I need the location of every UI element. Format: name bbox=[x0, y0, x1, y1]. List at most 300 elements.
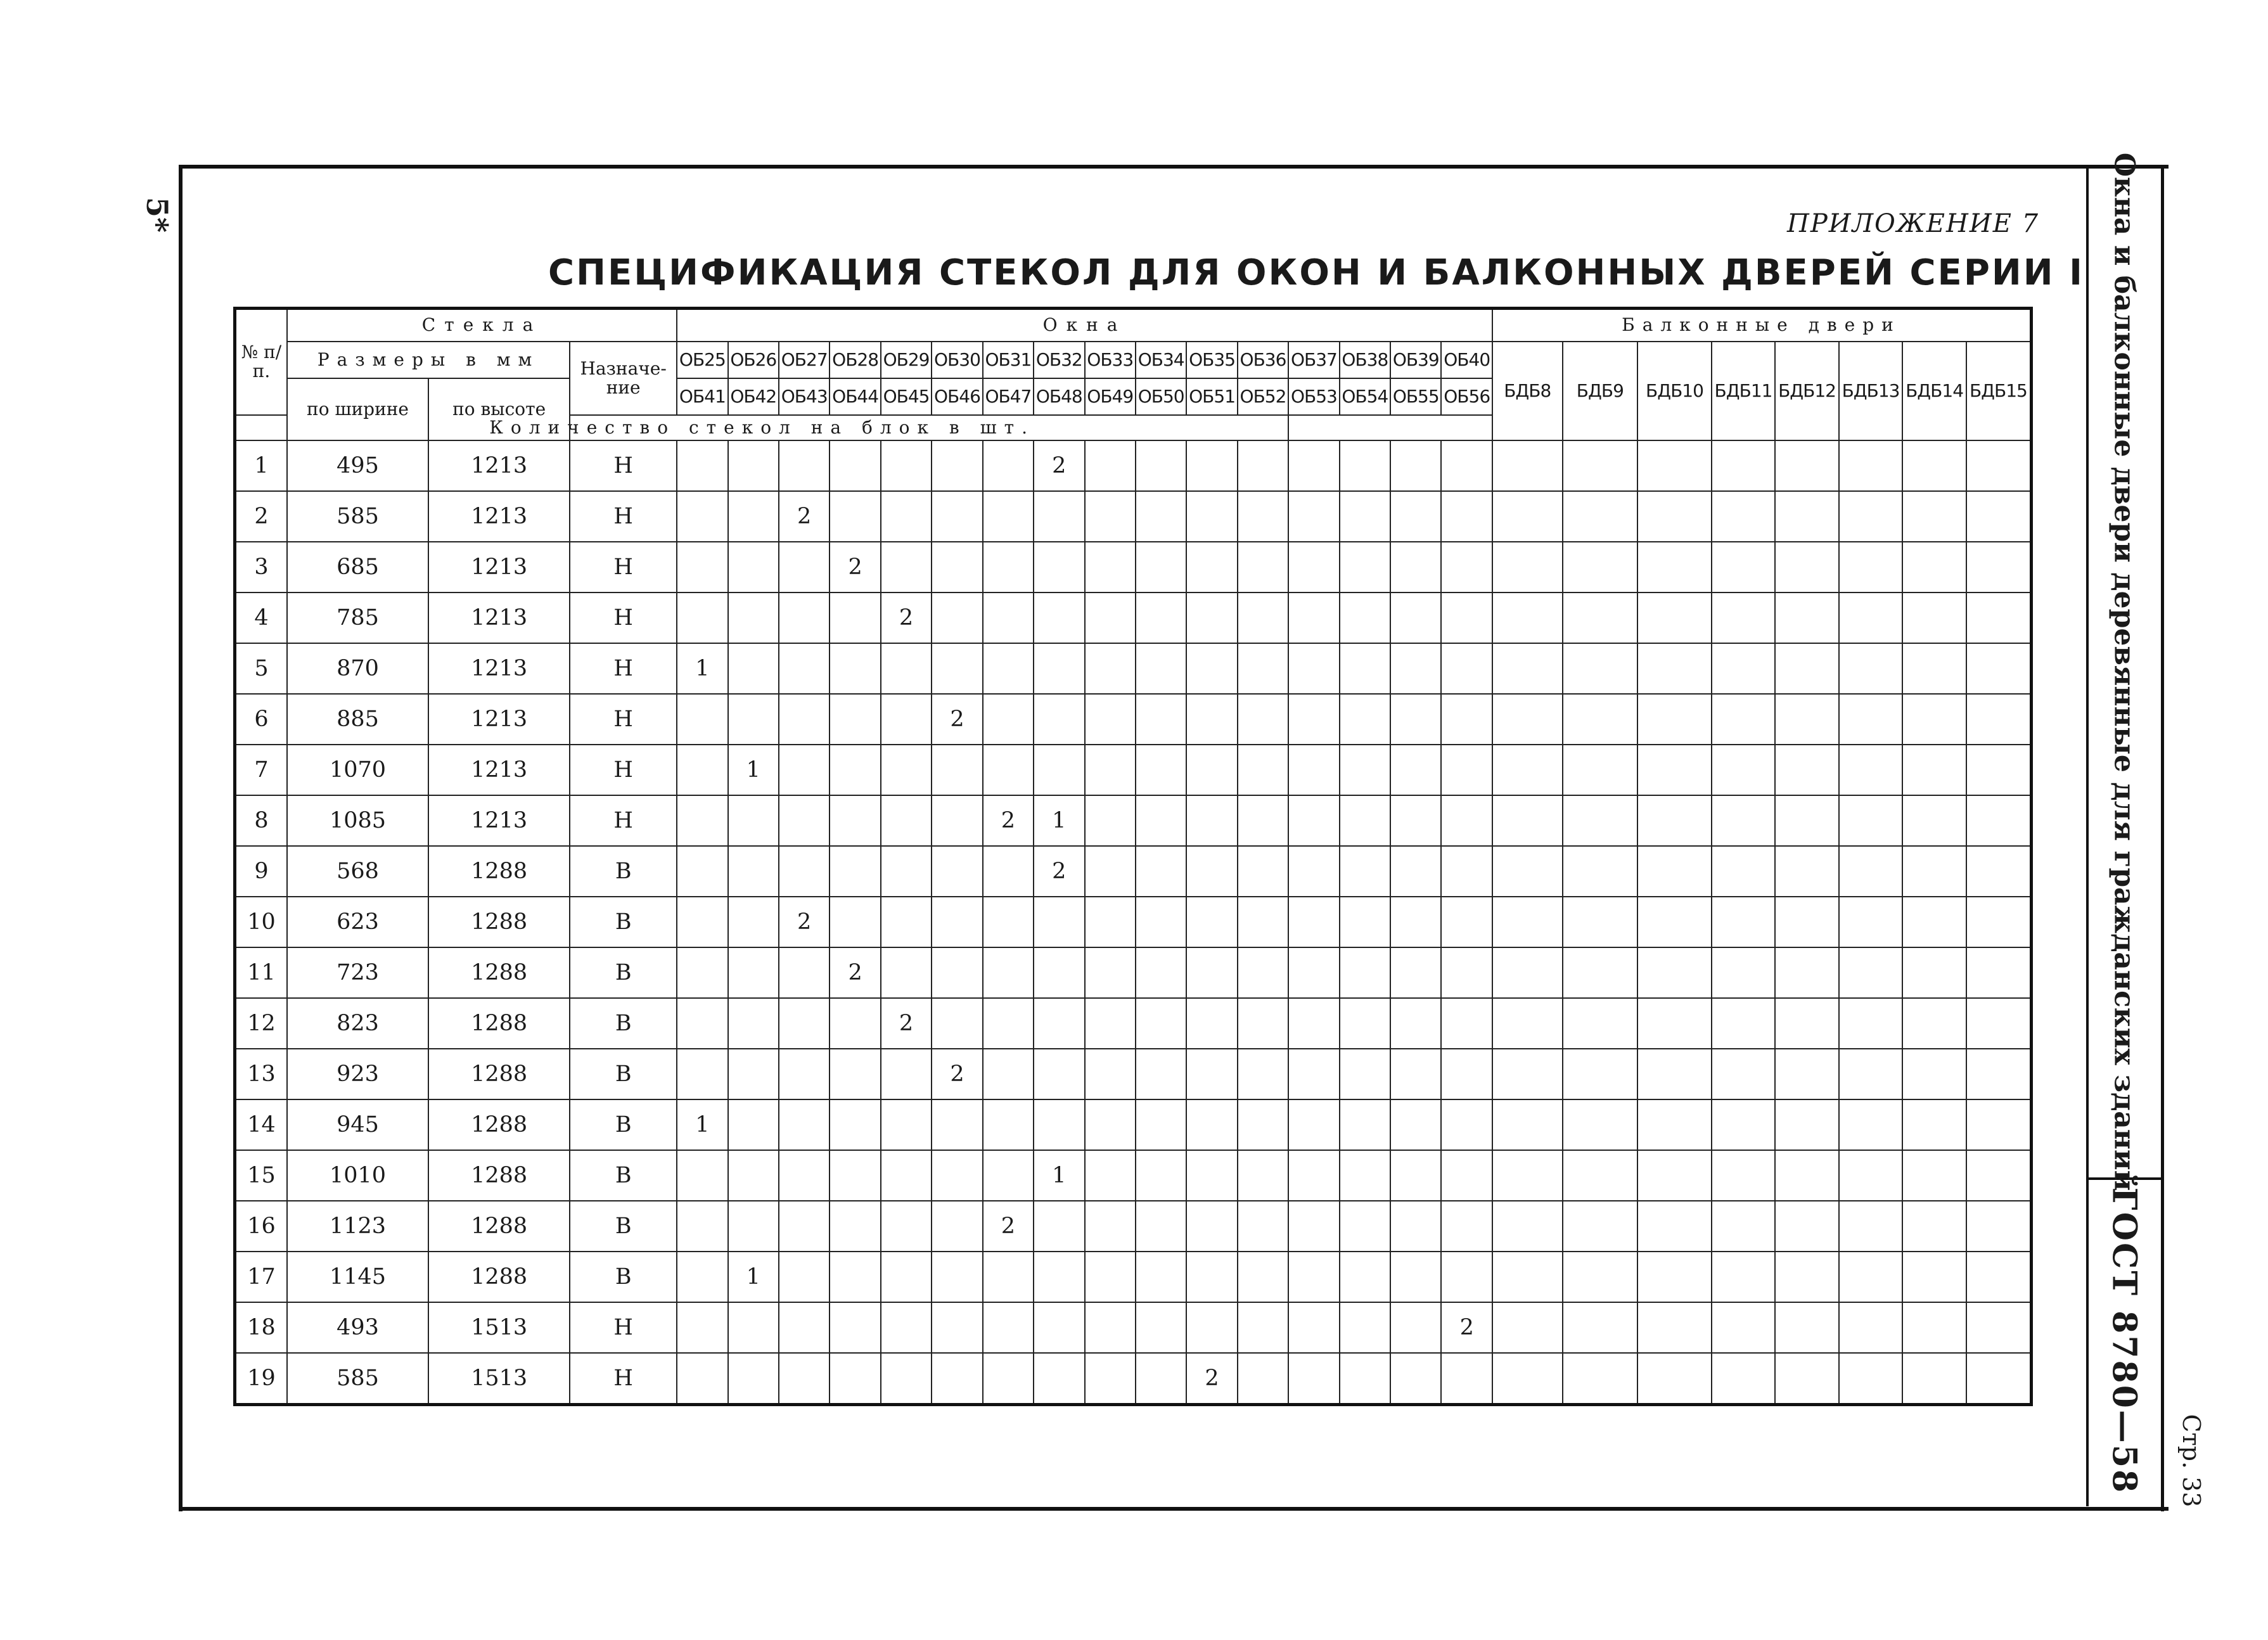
quantity-cell bbox=[830, 897, 880, 947]
quantity-cell bbox=[983, 491, 1034, 542]
quantity-cell bbox=[932, 998, 982, 1049]
quantity-cell bbox=[677, 542, 727, 593]
header-ob-top: ОБ38 bbox=[1340, 342, 1390, 378]
quantity-cell bbox=[1238, 491, 1288, 542]
balcony-door-cell bbox=[1839, 1099, 1903, 1150]
quantity-cell: 2 bbox=[881, 998, 932, 1049]
quantity-cell bbox=[932, 795, 982, 846]
balcony-door-cell bbox=[1492, 1099, 1563, 1150]
quantity-cell bbox=[728, 947, 779, 998]
balcony-door-cell bbox=[1902, 643, 1966, 694]
quantity-cell bbox=[779, 1099, 830, 1150]
balcony-door-cell bbox=[1966, 593, 2032, 643]
quantity-cell bbox=[1136, 1201, 1186, 1252]
glass-width: 495 bbox=[287, 440, 428, 491]
quantity-cell bbox=[932, 593, 982, 643]
quantity-cell bbox=[1034, 947, 1084, 998]
quantity-cell bbox=[1288, 694, 1339, 745]
quantity-cell bbox=[1238, 542, 1288, 593]
header-bdb: БДБ13 bbox=[1839, 342, 1903, 440]
balcony-door-cell bbox=[1712, 745, 1776, 795]
balcony-door-cell bbox=[1902, 1353, 1966, 1405]
balcony-door-cell bbox=[1775, 947, 1839, 998]
quantity-cell bbox=[830, 998, 880, 1049]
glass-width: 1123 bbox=[287, 1201, 428, 1252]
glass-height: 1288 bbox=[428, 947, 570, 998]
balcony-door-cell bbox=[1637, 1252, 1712, 1302]
quantity-cell: 2 bbox=[1034, 846, 1084, 897]
balcony-door-cell bbox=[1712, 1252, 1776, 1302]
header-num: № п/п. bbox=[235, 309, 287, 415]
balcony-door-cell bbox=[1712, 1302, 1776, 1353]
header-ob-bottom: ОБ46 bbox=[932, 378, 982, 415]
balcony-door-cell bbox=[1966, 897, 2032, 947]
header-bdb: БДБ11 bbox=[1712, 342, 1776, 440]
balcony-door-cell bbox=[1712, 542, 1776, 593]
header-ob-bottom: ОБ56 bbox=[1441, 378, 1492, 415]
table-row bbox=[235, 542, 2032, 593]
balcony-door-cell bbox=[1637, 846, 1712, 897]
quantity-cell bbox=[1288, 542, 1339, 593]
quantity-cell bbox=[1186, 745, 1237, 795]
balcony-door-cell bbox=[1966, 1302, 2032, 1353]
quantity-cell bbox=[728, 1201, 779, 1252]
header-ob-bottom: ОБ47 bbox=[983, 378, 1034, 415]
quantity-cell bbox=[830, 1353, 880, 1405]
row-number: 11 bbox=[235, 947, 287, 998]
quantity-cell bbox=[1441, 542, 1492, 593]
balcony-door-cell bbox=[1563, 491, 1638, 542]
balcony-door-cell bbox=[1492, 1353, 1563, 1405]
quantity-cell bbox=[983, 1150, 1034, 1201]
row-number: 17 bbox=[235, 1252, 287, 1302]
glass-height: 1288 bbox=[428, 1252, 570, 1302]
quantity-cell bbox=[881, 440, 932, 491]
quantity-cell bbox=[983, 1099, 1034, 1150]
balcony-door-cell bbox=[1563, 846, 1638, 897]
balcony-door-cell bbox=[1492, 440, 1563, 491]
quantity-cell: 2 bbox=[932, 694, 982, 745]
quantity-cell bbox=[1238, 593, 1288, 643]
quantity-cell bbox=[1034, 1252, 1084, 1302]
balcony-door-cell bbox=[1563, 643, 1638, 694]
glass-width: 585 bbox=[287, 1353, 428, 1405]
quantity-cell bbox=[881, 694, 932, 745]
quantity-cell bbox=[983, 440, 1034, 491]
glass-height: 1288 bbox=[428, 846, 570, 897]
quantity-cell: 1 bbox=[677, 643, 727, 694]
balcony-door-cell bbox=[1902, 694, 1966, 745]
quantity-cell: 2 bbox=[983, 795, 1034, 846]
quantity-cell bbox=[728, 440, 779, 491]
glass-purpose: В bbox=[570, 897, 677, 947]
balcony-door-cell bbox=[1637, 1201, 1712, 1252]
header-ob-bottom: ОБ42 bbox=[728, 378, 779, 415]
header-sizes: Размеры в мм bbox=[287, 342, 570, 378]
quantity-cell bbox=[779, 795, 830, 846]
balcony-door-cell bbox=[1637, 1099, 1712, 1150]
glass-purpose: В bbox=[570, 846, 677, 897]
quantity-cell bbox=[1390, 694, 1441, 745]
glass-purpose: В bbox=[570, 1150, 677, 1201]
balcony-door-cell bbox=[1563, 440, 1638, 491]
quantity-cell bbox=[728, 593, 779, 643]
balcony-door-cell bbox=[1492, 643, 1563, 694]
quantity-cell bbox=[1441, 440, 1492, 491]
quantity-cell bbox=[728, 1049, 779, 1099]
table-body bbox=[235, 440, 2032, 1405]
quantity-cell bbox=[1340, 897, 1390, 947]
glass-height: 1213 bbox=[428, 440, 570, 491]
balcony-door-cell bbox=[1966, 745, 2032, 795]
quantity-cell bbox=[1390, 1302, 1441, 1353]
quantity-cell bbox=[1085, 1150, 1136, 1201]
quantity-cell bbox=[779, 593, 830, 643]
quantity-cell bbox=[983, 1302, 1034, 1353]
balcony-door-cell bbox=[1839, 998, 1903, 1049]
glass-purpose: Н bbox=[570, 745, 677, 795]
quantity-cell bbox=[1186, 440, 1237, 491]
balcony-door-cell bbox=[1902, 795, 1966, 846]
quantity-cell bbox=[1034, 542, 1084, 593]
quantity-cell bbox=[1238, 1201, 1288, 1252]
balcony-door-cell bbox=[1966, 1252, 2032, 1302]
header-ob-top: ОБ37 bbox=[1288, 342, 1339, 378]
row-number: 3 bbox=[235, 542, 287, 593]
quantity-cell bbox=[1288, 643, 1339, 694]
header-ob-top: ОБ29 bbox=[881, 342, 932, 378]
balcony-door-cell bbox=[1492, 947, 1563, 998]
quantity-cell bbox=[1136, 1049, 1186, 1099]
frame-right-border bbox=[2161, 165, 2164, 1511]
quantity-cell bbox=[728, 846, 779, 897]
glass-height: 1513 bbox=[428, 1302, 570, 1353]
table-row bbox=[235, 1049, 2032, 1099]
quantity-cell bbox=[728, 1099, 779, 1150]
quantity-cell bbox=[728, 491, 779, 542]
quantity-cell bbox=[779, 745, 830, 795]
quantity-cell bbox=[1340, 643, 1390, 694]
glass-purpose: В bbox=[570, 998, 677, 1049]
quantity-cell bbox=[983, 643, 1034, 694]
quantity-cell bbox=[1390, 542, 1441, 593]
balcony-door-cell bbox=[1966, 1099, 2032, 1150]
quantity-cell bbox=[677, 491, 727, 542]
quantity-cell bbox=[983, 745, 1034, 795]
balcony-door-cell bbox=[1775, 1201, 1839, 1252]
table-row bbox=[235, 1353, 2032, 1405]
balcony-door-cell bbox=[1966, 998, 2032, 1049]
quantity-cell bbox=[1288, 1099, 1339, 1150]
balcony-door-cell bbox=[1902, 998, 1966, 1049]
quantity-cell: 2 bbox=[1186, 1353, 1237, 1405]
quantity-cell bbox=[1034, 1302, 1084, 1353]
quantity-cell bbox=[1288, 1252, 1339, 1302]
balcony-door-cell bbox=[1637, 998, 1712, 1049]
quantity-cell bbox=[1441, 947, 1492, 998]
quantity-cell bbox=[1085, 1353, 1136, 1405]
quantity-cell bbox=[1085, 1099, 1136, 1150]
row-number: 15 bbox=[235, 1150, 287, 1201]
balcony-door-cell bbox=[1775, 1049, 1839, 1099]
glass-purpose: Н bbox=[570, 1353, 677, 1405]
quantity-cell bbox=[932, 1302, 982, 1353]
quantity-cell bbox=[1186, 795, 1237, 846]
balcony-door-cell bbox=[1775, 998, 1839, 1049]
quantity-cell bbox=[728, 542, 779, 593]
quantity-cell bbox=[983, 1353, 1034, 1405]
header-bdb: БДБ9 bbox=[1563, 342, 1638, 440]
glass-height: 1288 bbox=[428, 1150, 570, 1201]
quantity-cell bbox=[881, 643, 932, 694]
quantity-cell bbox=[1136, 1353, 1186, 1405]
row-number: 19 bbox=[235, 1353, 287, 1405]
quantity-cell bbox=[779, 643, 830, 694]
quantity-cell bbox=[1186, 643, 1237, 694]
quantity-cell bbox=[1441, 846, 1492, 897]
balcony-door-cell bbox=[1966, 1353, 2032, 1405]
quantity-cell bbox=[1238, 440, 1288, 491]
glass-width: 493 bbox=[287, 1302, 428, 1353]
balcony-door-cell bbox=[1712, 643, 1776, 694]
quantity-cell bbox=[1288, 1302, 1339, 1353]
balcony-door-cell bbox=[1712, 846, 1776, 897]
quantity-cell bbox=[1441, 1049, 1492, 1099]
quantity-cell bbox=[1238, 998, 1288, 1049]
glass-purpose: Н bbox=[570, 593, 677, 643]
glass-height: 1288 bbox=[428, 897, 570, 947]
balcony-door-cell bbox=[1775, 1353, 1839, 1405]
quantity-cell bbox=[779, 542, 830, 593]
quantity-cell bbox=[1390, 1353, 1441, 1405]
quantity-cell bbox=[830, 1150, 880, 1201]
glass-purpose: Н bbox=[570, 694, 677, 745]
quantity-cell bbox=[932, 491, 982, 542]
quantity-cell bbox=[881, 947, 932, 998]
balcony-door-cell bbox=[1775, 1252, 1839, 1302]
quantity-cell bbox=[983, 1049, 1034, 1099]
balcony-door-cell bbox=[1637, 643, 1712, 694]
glass-height: 1288 bbox=[428, 1049, 570, 1099]
quantity-cell bbox=[932, 440, 982, 491]
balcony-door-cell bbox=[1839, 491, 1903, 542]
quantity-cell bbox=[1288, 897, 1339, 947]
header-glass: Стекла bbox=[287, 309, 677, 342]
quantity-cell bbox=[983, 542, 1034, 593]
quantity-cell bbox=[1085, 1302, 1136, 1353]
quantity-cell bbox=[1085, 897, 1136, 947]
glass-width: 1010 bbox=[287, 1150, 428, 1201]
balcony-door-cell bbox=[1902, 1252, 1966, 1302]
table-row bbox=[235, 846, 2032, 897]
quantity-cell bbox=[881, 846, 932, 897]
balcony-door-cell bbox=[1839, 440, 1903, 491]
header-ob-bottom: ОБ53 bbox=[1288, 378, 1339, 415]
glass-purpose: В bbox=[570, 947, 677, 998]
quantity-cell bbox=[1288, 440, 1339, 491]
header-ob-bottom: ОБ41 bbox=[677, 378, 727, 415]
quantity-cell bbox=[677, 1150, 727, 1201]
quantity-cell bbox=[1288, 1150, 1339, 1201]
quantity-cell bbox=[1085, 440, 1136, 491]
quantity-cell bbox=[1441, 745, 1492, 795]
header-ob-bottom: ОБ51 bbox=[1186, 378, 1237, 415]
row-number: 6 bbox=[235, 694, 287, 745]
balcony-door-cell bbox=[1902, 846, 1966, 897]
quantity-cell bbox=[1390, 1049, 1441, 1099]
quantity-cell bbox=[830, 1302, 880, 1353]
balcony-door-cell bbox=[1902, 897, 1966, 947]
quantity-cell bbox=[1441, 694, 1492, 745]
quantity-cell bbox=[830, 643, 880, 694]
quantity-cell bbox=[1034, 745, 1084, 795]
header-bdb: БДБ8 bbox=[1492, 342, 1563, 440]
balcony-door-cell bbox=[1492, 1252, 1563, 1302]
quantity-cell bbox=[1340, 1252, 1390, 1302]
quantity-cell: 2 bbox=[881, 593, 932, 643]
sheet-mark: 5* bbox=[140, 196, 175, 233]
balcony-door-cell bbox=[1712, 440, 1776, 491]
quantity-cell bbox=[1340, 745, 1390, 795]
quantity-cell bbox=[779, 998, 830, 1049]
balcony-door-cell bbox=[1492, 1201, 1563, 1252]
quantity-cell bbox=[1238, 947, 1288, 998]
balcony-door-cell bbox=[1712, 491, 1776, 542]
balcony-door-cell bbox=[1637, 897, 1712, 947]
quantity-cell bbox=[1085, 745, 1136, 795]
balcony-door-cell bbox=[1902, 1302, 1966, 1353]
table-row bbox=[235, 795, 2032, 846]
quantity-cell bbox=[1288, 593, 1339, 643]
quantity-cell bbox=[830, 491, 880, 542]
quantity-cell bbox=[881, 1099, 932, 1150]
header-bdb: БДБ12 bbox=[1775, 342, 1839, 440]
glass-height: 1213 bbox=[428, 542, 570, 593]
quantity-cell: 1 bbox=[677, 1099, 727, 1150]
quantity-cell bbox=[677, 998, 727, 1049]
balcony-door-cell bbox=[1563, 542, 1638, 593]
quantity-cell bbox=[1238, 846, 1288, 897]
glass-width: 685 bbox=[287, 542, 428, 593]
quantity-cell bbox=[1136, 440, 1186, 491]
quantity-cell bbox=[728, 795, 779, 846]
balcony-door-cell bbox=[1637, 1150, 1712, 1201]
quantity-cell bbox=[830, 694, 880, 745]
quantity-cell bbox=[1186, 593, 1237, 643]
balcony-door-cell bbox=[1902, 1150, 1966, 1201]
balcony-door-cell bbox=[1563, 1302, 1638, 1353]
glass-width: 923 bbox=[287, 1049, 428, 1099]
quantity-cell bbox=[1340, 694, 1390, 745]
stamp-column-border bbox=[2086, 168, 2089, 1506]
quantity-cell bbox=[932, 1252, 982, 1302]
balcony-door-cell bbox=[1902, 745, 1966, 795]
balcony-door-cell bbox=[1839, 947, 1903, 998]
quantity-cell bbox=[1441, 491, 1492, 542]
header-ob-top: ОБ27 bbox=[779, 342, 830, 378]
table-row bbox=[235, 593, 2032, 643]
balcony-door-cell bbox=[1775, 491, 1839, 542]
quantity-cell bbox=[1085, 947, 1136, 998]
quantity-cell bbox=[677, 1353, 727, 1405]
gost-block bbox=[2091, 1182, 2157, 1499]
quantity-cell bbox=[830, 745, 880, 795]
quantity-cell bbox=[1390, 1201, 1441, 1252]
balcony-door-cell bbox=[1839, 795, 1903, 846]
quantity-cell bbox=[1238, 1252, 1288, 1302]
glass-height: 1288 bbox=[428, 998, 570, 1049]
quantity-cell bbox=[1390, 947, 1441, 998]
balcony-door-cell bbox=[1966, 542, 2032, 593]
header-ob-top: ОБ30 bbox=[932, 342, 982, 378]
quantity-cell bbox=[1441, 593, 1492, 643]
row-number: 18 bbox=[235, 1302, 287, 1353]
balcony-door-cell bbox=[1966, 491, 2032, 542]
balcony-door-cell bbox=[1902, 1049, 1966, 1099]
glass-width: 1070 bbox=[287, 745, 428, 795]
quantity-cell bbox=[932, 846, 982, 897]
quantity-cell bbox=[932, 643, 982, 694]
quantity-cell bbox=[1186, 491, 1237, 542]
glass-width: 1085 bbox=[287, 795, 428, 846]
balcony-door-cell bbox=[1712, 694, 1776, 745]
quantity-cell bbox=[728, 1353, 779, 1405]
header-ob-top: ОБ25 bbox=[677, 342, 727, 378]
row-number: 12 bbox=[235, 998, 287, 1049]
balcony-door-cell bbox=[1712, 947, 1776, 998]
quantity-cell bbox=[1034, 1201, 1084, 1252]
quantity-cell bbox=[932, 1150, 982, 1201]
header-ob-top: ОБ28 bbox=[830, 342, 880, 378]
quantity-cell: 2 bbox=[932, 1049, 982, 1099]
quantity-cell: 2 bbox=[1034, 440, 1084, 491]
quantity-cell bbox=[1238, 795, 1288, 846]
balcony-door-cell bbox=[1637, 694, 1712, 745]
quantity-cell bbox=[1034, 593, 1084, 643]
frame-top-border bbox=[179, 165, 2169, 169]
quantity-cell bbox=[1085, 846, 1136, 897]
quantity-cell bbox=[1390, 491, 1441, 542]
header-ob-bottom: ОБ50 bbox=[1136, 378, 1186, 415]
balcony-door-cell bbox=[1492, 998, 1563, 1049]
quantity-cell bbox=[1136, 593, 1186, 643]
balcony-door-cell bbox=[1492, 1049, 1563, 1099]
balcony-door-cell bbox=[1563, 1252, 1638, 1302]
balcony-door-cell bbox=[1775, 846, 1839, 897]
quantity-cell bbox=[1340, 1049, 1390, 1099]
quantity-cell bbox=[1136, 795, 1186, 846]
quantity-cell bbox=[1340, 440, 1390, 491]
glass-purpose: Н bbox=[570, 542, 677, 593]
quantity-cell bbox=[779, 1201, 830, 1252]
quantity-cell bbox=[881, 1201, 932, 1252]
quantity-cell bbox=[830, 1099, 880, 1150]
quantity-cell bbox=[1186, 694, 1237, 745]
quantity-cell bbox=[779, 1049, 830, 1099]
quantity-cell: 2 bbox=[983, 1201, 1034, 1252]
quantity-cell bbox=[1186, 1099, 1237, 1150]
quantity-cell: 1 bbox=[728, 745, 779, 795]
balcony-door-cell bbox=[1839, 1252, 1903, 1302]
quantity-cell bbox=[1238, 745, 1288, 795]
balcony-door-cell bbox=[1839, 1150, 1903, 1201]
balcony-door-cell bbox=[1966, 1201, 2032, 1252]
quantity-cell bbox=[728, 897, 779, 947]
quantity-cell bbox=[677, 593, 727, 643]
header-ob-bottom: ОБ52 bbox=[1238, 378, 1288, 415]
quantity-cell bbox=[830, 440, 880, 491]
quantity-cell bbox=[830, 846, 880, 897]
